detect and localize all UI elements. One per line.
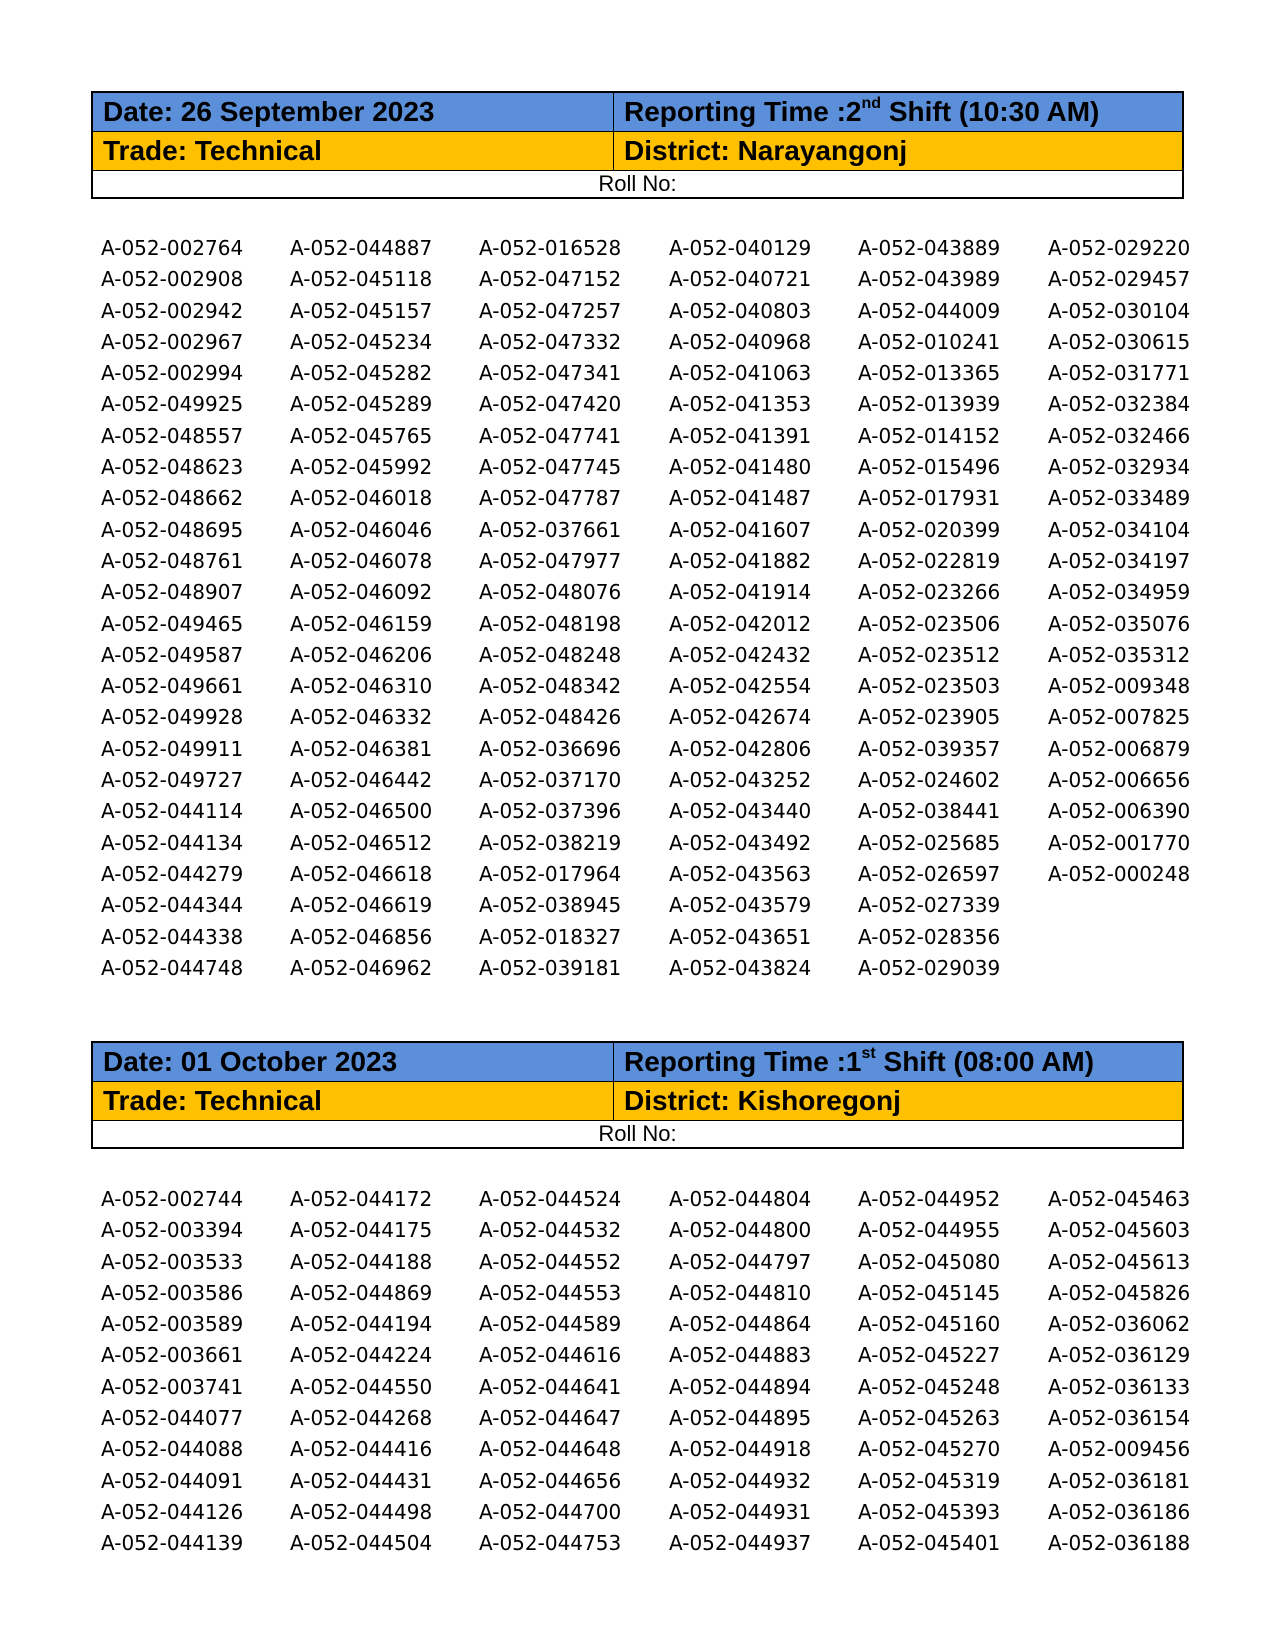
roll-number: A-052-036062	[1048, 1312, 1191, 1337]
roll-number: A-052-049465	[101, 611, 244, 636]
roll-number: A-052-045118	[290, 267, 433, 292]
roll-number: A-052-042674	[669, 705, 812, 730]
roll-number: A-052-047745	[479, 455, 622, 480]
roll-column	[290, 1184, 470, 1560]
roll-number: A-052-045248	[858, 1374, 1001, 1399]
roll-number: A-052-041353	[669, 392, 812, 417]
roll-number: A-052-003586	[101, 1280, 244, 1305]
roll-number: A-052-044552	[479, 1249, 622, 1274]
roll-number: A-052-049587	[101, 642, 244, 667]
date-label: Date: 26 September 2023	[103, 96, 435, 127]
roll-number: A-052-046310	[290, 674, 433, 699]
roll-number: A-052-048076	[479, 580, 622, 605]
roll-number: A-052-044748	[101, 955, 244, 980]
roll-number: A-052-036696	[479, 736, 622, 761]
roll-number: A-052-048623	[101, 455, 244, 480]
roll-column	[858, 1184, 1038, 1560]
roll-number: A-052-044647	[479, 1406, 622, 1431]
roll-number: A-052-029457	[1048, 267, 1191, 292]
reporting-time-ordinal: nd	[861, 94, 882, 112]
roll-number: A-052-044172	[290, 1187, 433, 1211]
roll-number: A-052-044416	[290, 1437, 433, 1462]
roll-no-cell	[92, 1121, 1183, 1149]
reporting-time-ordinal: st	[861, 1044, 876, 1062]
roll-number: A-052-032934	[1048, 455, 1191, 480]
roll-number: A-052-045227	[858, 1343, 1001, 1368]
roll-number: A-052-044753	[479, 1531, 622, 1556]
roll-number: A-052-017931	[858, 486, 1001, 511]
roll-number: A-052-045603	[1048, 1218, 1191, 1243]
roll-number: A-052-025685	[858, 830, 1001, 855]
roll-number: A-052-013939	[858, 392, 1001, 417]
roll-number: A-052-002744	[101, 1187, 244, 1211]
roll-number: A-052-041480	[669, 455, 812, 480]
header-table-2	[91, 1041, 1184, 1149]
reporting-time-prefix: Reporting Time :2	[624, 96, 862, 127]
schedule-header-1	[91, 91, 1186, 199]
roll-number: A-052-045289	[290, 392, 433, 417]
roll-number: A-052-044895	[669, 1406, 812, 1431]
date-cell	[92, 92, 614, 132]
roll-number: A-052-031771	[1048, 361, 1191, 386]
roll-number: A-052-034959	[1048, 580, 1191, 605]
roll-number: A-052-048557	[101, 423, 244, 448]
roll-number: A-052-044894	[669, 1374, 812, 1399]
roll-column	[290, 233, 470, 984]
roll-number: A-052-044553	[479, 1280, 622, 1305]
roll-number: A-052-046018	[290, 486, 433, 511]
roll-number: A-052-044641	[479, 1374, 622, 1399]
roll-number: A-052-044937	[669, 1531, 812, 1556]
roll-number: A-052-001770	[1048, 830, 1191, 855]
roll-number: A-052-046856	[290, 924, 433, 949]
roll-number: A-052-047332	[479, 329, 622, 354]
roll-number: A-052-047741	[479, 423, 622, 448]
roll-number: A-052-044797	[669, 1249, 812, 1274]
roll-number: A-052-045270	[858, 1437, 1001, 1462]
roll-number: A-052-046512	[290, 830, 433, 855]
roll-number: A-052-043579	[669, 893, 812, 918]
roll-number: A-052-023266	[858, 580, 1001, 605]
date-cell	[92, 1042, 614, 1082]
reporting-time-cell	[614, 1042, 1184, 1082]
roll-number: A-052-044134	[101, 830, 244, 855]
roll-number: A-052-044532	[479, 1218, 622, 1243]
roll-number: A-052-044139	[101, 1531, 244, 1556]
roll-number: A-052-003533	[101, 1249, 244, 1274]
roll-number: A-052-045613	[1048, 1249, 1191, 1274]
roll-number: A-052-046046	[290, 517, 433, 542]
roll-number: A-052-013365	[858, 361, 1001, 386]
roll-column	[669, 233, 849, 984]
roll-number: A-052-044883	[669, 1343, 812, 1368]
roll-number: A-052-002942	[101, 298, 244, 323]
roll-number: A-052-044431	[290, 1468, 433, 1493]
roll-number: A-052-045234	[290, 329, 433, 354]
roll-number: A-052-006879	[1048, 736, 1191, 761]
roll-number: A-052-034104	[1048, 517, 1191, 542]
roll-number: A-052-024602	[858, 768, 1001, 793]
roll-number: A-052-036186	[1048, 1499, 1191, 1524]
roll-number: A-052-046159	[290, 611, 433, 636]
roll-number: A-052-029220	[1048, 236, 1191, 260]
roll-number: A-052-044279	[101, 861, 244, 886]
roll-number: A-052-044864	[669, 1312, 812, 1337]
roll-number: A-052-047257	[479, 298, 622, 323]
roll-number: A-052-048761	[101, 548, 244, 573]
trade-cell	[92, 132, 614, 171]
roll-number: A-052-041914	[669, 580, 812, 605]
roll-number: A-052-044918	[669, 1437, 812, 1462]
roll-number: A-052-009456	[1048, 1437, 1191, 1462]
roll-number: A-052-045263	[858, 1406, 1001, 1431]
roll-number: A-052-045401	[858, 1531, 1001, 1556]
roll-column	[858, 233, 1038, 984]
roll-number: A-052-044952	[858, 1187, 1001, 1211]
roll-column	[479, 1184, 659, 1560]
district-cell	[614, 1082, 1184, 1121]
roll-column	[1048, 1184, 1228, 1560]
roll-number: A-052-044088	[101, 1437, 244, 1462]
roll-number: A-052-036133	[1048, 1374, 1191, 1399]
roll-column	[1048, 233, 1228, 890]
roll-number: A-052-016528	[479, 236, 622, 260]
roll-number: A-052-028356	[858, 924, 1001, 949]
roll-number: A-052-043889	[858, 236, 1001, 260]
roll-number: A-052-032384	[1048, 392, 1191, 417]
roll-number: A-052-045826	[1048, 1280, 1191, 1305]
roll-number: A-052-044804	[669, 1187, 812, 1211]
roll-number: A-052-046381	[290, 736, 433, 761]
roll-no-label: Roll No:	[598, 1121, 677, 1146]
roll-number: A-052-044091	[101, 1468, 244, 1493]
roll-number: A-052-022819	[858, 548, 1001, 573]
roll-no-label: Roll No:	[598, 171, 677, 196]
roll-number: A-052-037170	[479, 768, 622, 793]
roll-number: A-052-044224	[290, 1343, 433, 1368]
roll-number: A-052-043989	[858, 267, 1001, 292]
roll-column	[479, 233, 659, 984]
trade-label: Trade: Technical	[103, 1085, 322, 1116]
roll-number: A-052-036129	[1048, 1343, 1191, 1368]
roll-number: A-052-043563	[669, 861, 812, 886]
district-label: District: Narayangonj	[624, 135, 908, 166]
roll-number: A-052-044931	[669, 1499, 812, 1524]
roll-column	[101, 233, 281, 984]
roll-number: A-052-049911	[101, 736, 244, 761]
roll-number: A-052-042554	[669, 674, 812, 699]
roll-number: A-052-047420	[479, 392, 622, 417]
roll-number: A-052-044648	[479, 1437, 622, 1462]
roll-number: A-052-030104	[1048, 298, 1191, 323]
reporting-time-prefix: Reporting Time :1	[624, 1046, 862, 1077]
roll-number: A-052-046442	[290, 768, 433, 793]
roll-number: A-052-002764	[101, 236, 244, 260]
roll-number: A-052-015496	[858, 455, 1001, 480]
roll-number: A-052-044344	[101, 893, 244, 918]
roll-number: A-052-044616	[479, 1343, 622, 1368]
roll-number: A-052-045765	[290, 423, 433, 448]
roll-number: A-052-002967	[101, 329, 244, 354]
roll-column	[669, 1184, 849, 1560]
roll-number: A-052-035076	[1048, 611, 1191, 636]
roll-number: A-052-037396	[479, 799, 622, 824]
roll-number: A-052-009348	[1048, 674, 1191, 699]
roll-number: A-052-048695	[101, 517, 244, 542]
roll-number: A-052-043492	[669, 830, 812, 855]
roll-number: A-052-027339	[858, 893, 1001, 918]
roll-number: A-052-048426	[479, 705, 622, 730]
roll-number: A-052-049661	[101, 674, 244, 699]
roll-number: A-052-038945	[479, 893, 622, 918]
roll-number: A-052-014152	[858, 423, 1001, 448]
roll-number: A-052-044932	[669, 1468, 812, 1493]
roll-number: A-052-044810	[669, 1280, 812, 1305]
roll-number: A-052-017964	[479, 861, 622, 886]
roll-number: A-052-036188	[1048, 1531, 1191, 1556]
roll-number: A-052-046618	[290, 861, 433, 886]
roll-number: A-052-036181	[1048, 1468, 1191, 1493]
roll-number: A-052-047787	[479, 486, 622, 511]
roll-number: A-052-042432	[669, 642, 812, 667]
roll-number: A-052-039357	[858, 736, 1001, 761]
roll-number: A-052-043440	[669, 799, 812, 824]
roll-number: A-052-045282	[290, 361, 433, 386]
roll-number: A-052-041607	[669, 517, 812, 542]
roll-number: A-052-045157	[290, 298, 433, 323]
roll-number: A-052-003589	[101, 1312, 244, 1337]
roll-number: A-052-020399	[858, 517, 1001, 542]
roll-number: A-052-026597	[858, 861, 1001, 886]
roll-number: A-052-045080	[858, 1249, 1001, 1274]
roll-number: A-052-038441	[858, 799, 1001, 824]
roll-number: A-052-045160	[858, 1312, 1001, 1337]
roll-number: A-052-044524	[479, 1187, 622, 1211]
roll-number: A-052-044869	[290, 1280, 433, 1305]
roll-number: A-052-002908	[101, 267, 244, 292]
roll-number: A-052-000248	[1048, 861, 1191, 886]
roll-number: A-052-046206	[290, 642, 433, 667]
roll-number: A-052-044800	[669, 1218, 812, 1243]
roll-number: A-052-043824	[669, 955, 812, 980]
roll-number: A-052-018327	[479, 924, 622, 949]
roll-number: A-052-049925	[101, 392, 244, 417]
district-cell	[614, 132, 1184, 171]
roll-number: A-052-040968	[669, 329, 812, 354]
roll-number: A-052-045393	[858, 1499, 1001, 1524]
roll-number: A-052-036154	[1048, 1406, 1191, 1431]
roll-number: A-052-046078	[290, 548, 433, 573]
roll-number: A-052-030615	[1048, 329, 1191, 354]
roll-number: A-052-035312	[1048, 642, 1191, 667]
roll-number: A-052-037661	[479, 517, 622, 542]
roll-number: A-052-039181	[479, 955, 622, 980]
roll-number: A-052-044009	[858, 298, 1001, 323]
roll-number: A-052-042806	[669, 736, 812, 761]
roll-number: A-052-047977	[479, 548, 622, 573]
roll-number: A-052-007825	[1048, 705, 1191, 730]
roll-number: A-052-044175	[290, 1218, 433, 1243]
roll-number: A-052-040129	[669, 236, 812, 260]
roll-number: A-052-041487	[669, 486, 812, 511]
roll-number: A-052-041391	[669, 423, 812, 448]
roll-number: A-052-045145	[858, 1280, 1001, 1305]
roll-number: A-052-006390	[1048, 799, 1191, 824]
roll-number: A-052-047341	[479, 361, 622, 386]
roll-number: A-052-029039	[858, 955, 1001, 980]
roll-column	[101, 1184, 281, 1560]
roll-number: A-052-044700	[479, 1499, 622, 1524]
roll-number: A-052-044126	[101, 1499, 244, 1524]
roll-number: A-052-048248	[479, 642, 622, 667]
roll-number: A-052-044504	[290, 1531, 433, 1556]
roll-number: A-052-047152	[479, 267, 622, 292]
roll-number: A-052-049928	[101, 705, 244, 730]
roll-number: A-052-046962	[290, 955, 433, 980]
roll-number: A-052-003741	[101, 1374, 244, 1399]
roll-number: A-052-044498	[290, 1499, 433, 1524]
roll-number: A-052-040721	[669, 267, 812, 292]
roll-number: A-052-044887	[290, 236, 433, 260]
roll-number: A-052-033489	[1048, 486, 1191, 511]
roll-number: A-052-048342	[479, 674, 622, 699]
trade-label: Trade: Technical	[103, 135, 322, 166]
roll-number: A-052-045463	[1048, 1187, 1191, 1211]
roll-number: A-052-044194	[290, 1312, 433, 1337]
trade-cell	[92, 1082, 614, 1121]
roll-number: A-052-023503	[858, 674, 1001, 699]
roll-number: A-052-044338	[101, 924, 244, 949]
roll-number: A-052-023905	[858, 705, 1001, 730]
reporting-time-cell	[614, 92, 1184, 132]
roll-number: A-052-040803	[669, 298, 812, 323]
reporting-time-suffix: Shift (10:30 AM)	[881, 96, 1100, 127]
roll-number: A-052-042012	[669, 611, 812, 636]
roll-number: A-052-044656	[479, 1468, 622, 1493]
roll-number: A-052-048662	[101, 486, 244, 511]
roll-number: A-052-046092	[290, 580, 433, 605]
roll-number: A-052-010241	[858, 329, 1001, 354]
reporting-time-suffix: Shift (08:00 AM)	[875, 1046, 1095, 1077]
date-label: Date: 01 October 2023	[103, 1046, 398, 1077]
roll-number: A-052-045319	[858, 1468, 1001, 1493]
roll-number: A-052-043252	[669, 768, 812, 793]
schedule-header-2	[91, 1041, 1186, 1149]
roll-number: A-052-034197	[1048, 548, 1191, 573]
roll-number: A-052-044188	[290, 1249, 433, 1274]
roll-number: A-052-044589	[479, 1312, 622, 1337]
roll-number: A-052-032466	[1048, 423, 1191, 448]
roll-number: A-052-006656	[1048, 768, 1191, 793]
roll-number: A-052-048907	[101, 580, 244, 605]
roll-number: A-052-003661	[101, 1343, 244, 1368]
roll-number: A-052-023512	[858, 642, 1001, 667]
roll-no-cell	[92, 171, 1183, 199]
roll-number: A-052-046332	[290, 705, 433, 730]
roll-number: A-052-038219	[479, 830, 622, 855]
roll-number: A-052-046500	[290, 799, 433, 824]
roll-number: A-052-044550	[290, 1374, 433, 1399]
roll-number: A-052-041063	[669, 361, 812, 386]
roll-number: A-052-045992	[290, 455, 433, 480]
roll-number: A-052-048198	[479, 611, 622, 636]
roll-number: A-052-044114	[101, 799, 244, 824]
roll-number: A-052-041882	[669, 548, 812, 573]
roll-number: A-052-003394	[101, 1218, 244, 1243]
roll-number: A-052-046619	[290, 893, 433, 918]
roll-number: A-052-002994	[101, 361, 244, 386]
roll-number: A-052-043651	[669, 924, 812, 949]
header-table-1	[91, 91, 1184, 199]
district-label: District: Kishoregonj	[624, 1085, 901, 1116]
roll-number: A-052-044955	[858, 1218, 1001, 1243]
roll-number: A-052-049727	[101, 768, 244, 793]
roll-number: A-052-044268	[290, 1406, 433, 1431]
roll-number: A-052-044077	[101, 1406, 244, 1431]
roll-number: A-052-023506	[858, 611, 1001, 636]
